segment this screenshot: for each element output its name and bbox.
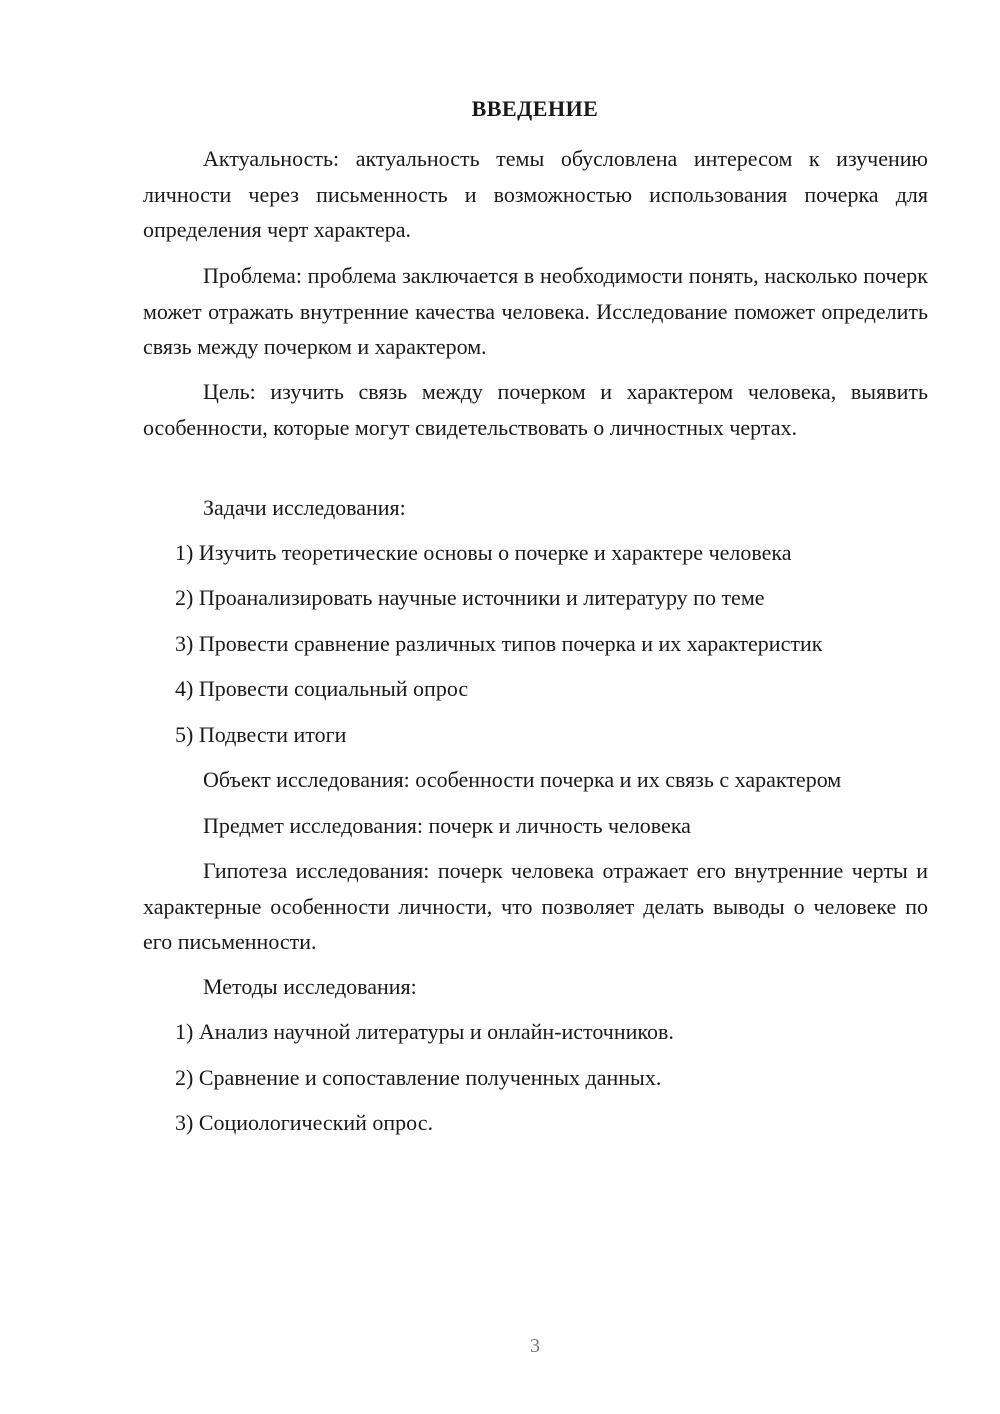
subject-line: Предмет исследования: почерк и личность человека (203, 813, 691, 838)
task-item: 1) Изучить теоретические основы о почерке и характере человека (175, 540, 792, 565)
page-title: ВВЕДЕНИЕ (471, 96, 599, 121)
tasks-heading: Задачи исследования: (203, 495, 406, 520)
task-item: 4) Провести социальный опрос (175, 676, 469, 701)
hypothesis-paragraph: Гипотеза исследования: почерк человека отражает его внутренние черты и характерные особенности личности, что позволяет делать выводы о человеке по его письменности. (143, 858, 928, 954)
task-item: 5) Подвести итоги (175, 722, 347, 747)
methods-heading: Методы исследования: (203, 974, 417, 999)
goal-paragraph: Цель: изучить связь между почерком и характером человека, выявить особенности, которые могут свидетельствовать о личностных чертах. (143, 379, 928, 440)
method-item: 3) Социологический опрос. (175, 1110, 433, 1135)
relevance-paragraph: Актуальность: актуальность темы обусловлена интересом к изучению личности через письменность и возможностью использования почерка для определения черт характера. (143, 146, 928, 242)
problem-paragraph: Проблема: проблема заключается в необходимости понять, насколько почерк может отражать внутренние качества человека. Исследование поможет определить связь между почерком и характером. (143, 263, 928, 359)
method-item: 1) Анализ научной литературы и онлайн-источников. (175, 1019, 674, 1044)
task-item: 3) Провести сравнение различных типов почерка и их характеристик (175, 631, 823, 656)
method-item: 2) Сравнение и сопоставление полученных данных. (175, 1065, 662, 1090)
object-line: Объект исследования: особенности почерка и их связь с характером (203, 767, 842, 792)
page-number: 3 (530, 1335, 540, 1357)
task-item: 2) Проанализировать научные источники и литературу по теме (175, 585, 765, 610)
